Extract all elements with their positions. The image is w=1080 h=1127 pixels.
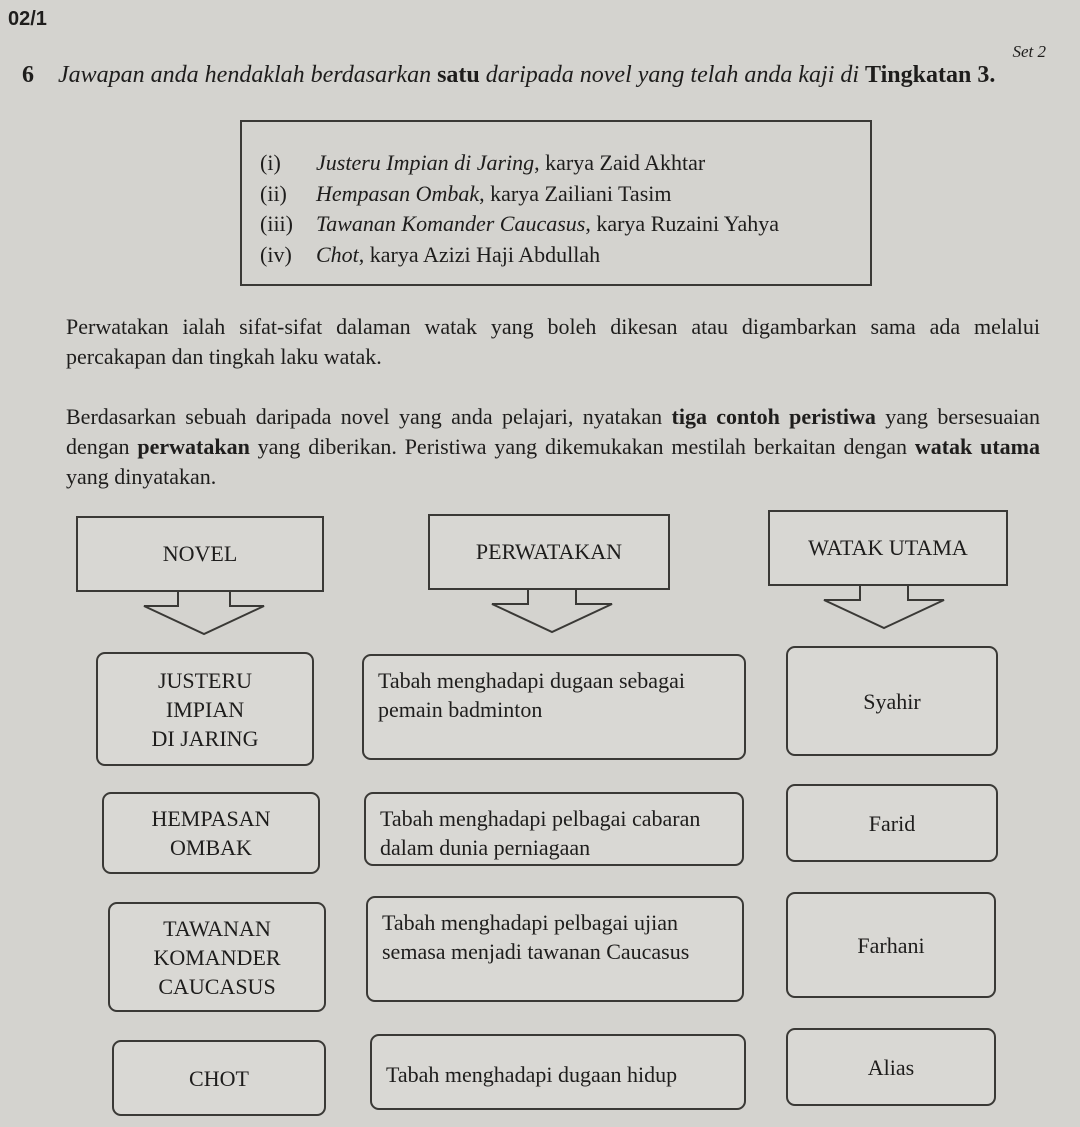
- watak-box-2: Farid: [786, 784, 998, 862]
- perwatakan-box-4: Tabah menghadapi dugaan hidup: [370, 1034, 746, 1110]
- instruction-paragraph: Berdasarkan sebuah daripada novel yang anda pelajari, nyatakan tiga contoh peristiwa yang bersesuaian dengan perwatakan yang diberikan. Peristiwa yang dikemukakan mestilah berkaitan dengan watak utama yang dinyatakan.: [66, 404, 1041, 489]
- set-label: Set 2: [1012, 42, 1046, 61]
- novel-list-box: [240, 120, 872, 286]
- novel-box-1: JUSTERU IMPIAN DI JARING: [96, 652, 314, 766]
- perwatakan-header: PERWATAKAN: [428, 514, 670, 590]
- perwatakan-box-3: Tabah menghadapi pelbagai ujian semasa menjadi tawanan Caucasus: [366, 896, 744, 1002]
- novel-box-4: CHOT: [112, 1040, 326, 1116]
- novel-box-3: TAWANAN KOMANDER CAUCASUS: [108, 902, 326, 1012]
- watak-utama-header: WATAK UTAMA: [768, 510, 1008, 586]
- novel-list-item: (i) Justeru Impian di Jaring, karya Zaid Akhtar: [260, 150, 706, 175]
- perwatakan-box-2: Tabah menghadapi pelbagai cabaran dalam dunia perniagaan: [364, 792, 744, 866]
- down-arrow-icon: [140, 590, 270, 638]
- novel-list-item: (iv) Chot, karya Azizi Haji Abdullah: [260, 241, 601, 267]
- novel-list-item: (ii) Hempasan Ombak, karya Zailiani Tasim: [260, 180, 672, 206]
- watak-box-1: Syahir: [786, 646, 998, 756]
- novel-box-2: HEMPASAN OMBAK: [102, 792, 320, 874]
- novel-header: NOVEL: [76, 516, 324, 592]
- question-number: 6: [22, 62, 34, 88]
- perwatakan-box-1: Tabah menghadapi dugaan sebagai pemain badminton: [362, 654, 746, 760]
- down-arrow-icon: [820, 584, 950, 632]
- definition-paragraph: Perwatakan ialah sifat-sifat dalaman watak yang boleh dikesan atau digambarkan sama ada melalui percakapan dan tingkah laku watak.: [66, 314, 1040, 369]
- novel-list-item: (iii) Tawanan Komander Caucasus, karya Ruzaini Yahya: [260, 211, 780, 236]
- down-arrow-icon: [488, 588, 618, 636]
- paper-code: 02/1: [8, 8, 47, 30]
- watak-box-4: Alias: [786, 1028, 996, 1106]
- watak-box-3: Farhani: [786, 892, 996, 998]
- question-text: Jawapan anda hendaklah berdasarkan satu daripada novel yang telah anda kaji di Tingkatan 3.: [58, 62, 996, 88]
